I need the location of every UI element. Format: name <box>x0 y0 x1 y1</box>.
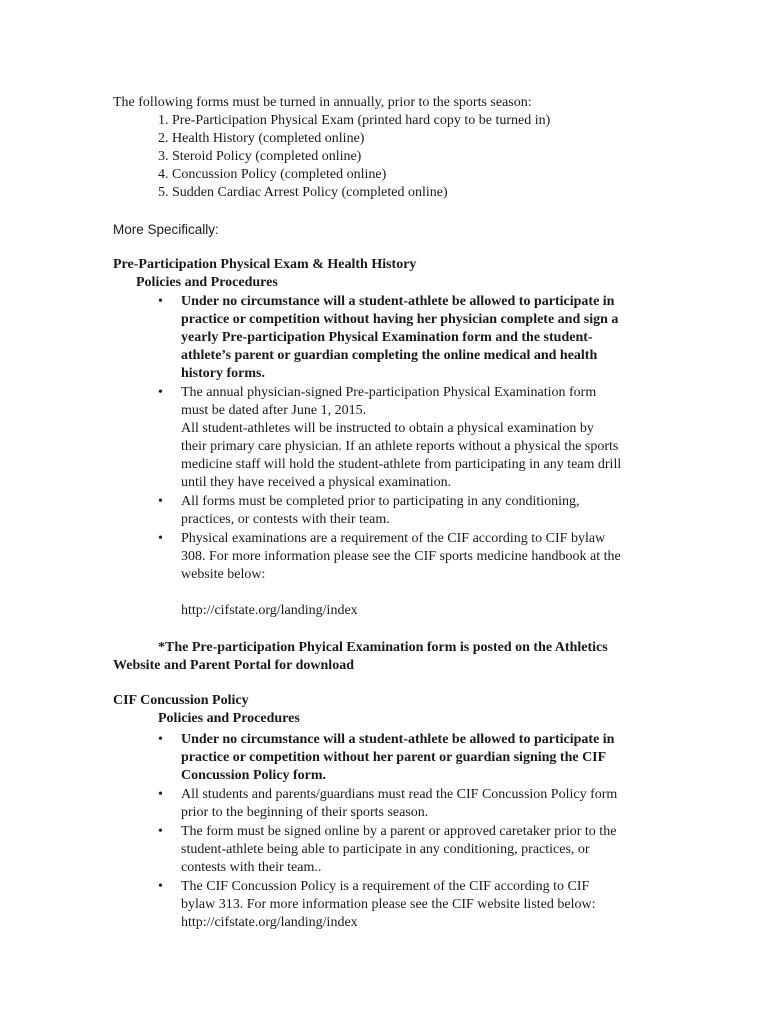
paragraph-line: Under no circumstance will a student-athlete be allowed to participate in <box>181 732 615 747</box>
form-list-item: 4. Concussion Policy (completed online) <box>158 167 387 182</box>
physical-section-subtitle: Policies and Procedures <box>136 275 278 290</box>
paragraph-line: athlete’s parent or guardian completing the online medical and health <box>181 348 598 363</box>
paragraph-line: practice or competition without having her physician complete and sign a <box>181 312 619 327</box>
paragraph-line: All students and parents/guardians must read the CIF Concussion Policy form <box>181 787 618 802</box>
bullet-icon: • <box>158 879 163 894</box>
paragraph-line: The CIF Concussion Policy is a requirement of the CIF according to CIF <box>181 879 590 894</box>
form-list-item: 3. Steroid Policy (completed online) <box>158 149 362 164</box>
paragraph-line: Physical examinations are a requirement of the CIF according to CIF bylaw <box>181 531 606 546</box>
paragraph-line: must be dated after June 1, 2015. <box>181 403 367 418</box>
paragraph-line: The annual physician-signed Pre-participation Physical Examination form <box>181 385 597 400</box>
bullet-icon: • <box>158 385 163 400</box>
form-list-item: 1. Pre-Participation Physical Exam (printed hard copy to be turned in) <box>158 113 551 128</box>
paragraph-line: website below: <box>181 567 266 582</box>
more-specifically-heading: More Specifically: <box>113 222 219 237</box>
paragraph-line: bylaw 313. For more information please see the CIF website listed below: <box>181 897 596 912</box>
paragraph-line: 308. For more information please see the CIF sports medicine handbook at the <box>181 549 621 564</box>
paragraph-line: history forms. <box>181 366 265 381</box>
bullet-icon: • <box>158 294 163 309</box>
paragraph-line: The form must be signed online by a parent or approved caretaker prior to the <box>181 824 617 839</box>
concussion-section-subtitle: Policies and Procedures <box>158 711 300 726</box>
cif-url-link[interactable]: http://cifstate.org/landing/index <box>181 915 358 930</box>
cif-url-link[interactable]: http://cifstate.org/landing/index <box>181 603 358 618</box>
paragraph-line: All student-athletes will be instructed to obtain a physical examination by <box>181 421 594 436</box>
physical-section-title: Pre-Participation Physical Exam & Health History <box>113 257 417 272</box>
paragraph-line: practices, or contests with their team. <box>181 512 390 527</box>
form-list-item: 2. Health History (completed online) <box>158 131 365 146</box>
paragraph-line: student-athlete being able to participate in any conditioning, practices, or <box>181 842 590 857</box>
bullet-icon: • <box>158 787 163 802</box>
paragraph-line: Under no circumstance will a student-athlete be allowed to participate in <box>181 294 615 309</box>
download-note: *The Pre-participation Phyical Examination form is posted on the Athletics <box>158 640 608 655</box>
intro-line: The following forms must be turned in annually, prior to the sports season: <box>113 95 532 110</box>
paragraph-line: yearly Pre-participation Physical Examination form and the student- <box>181 330 593 345</box>
bullet-icon: • <box>158 824 163 839</box>
paragraph-line: All forms must be completed prior to participating in any conditioning, <box>181 494 580 509</box>
paragraph-line: contests with their team.. <box>181 860 322 875</box>
bullet-icon: • <box>158 732 163 747</box>
paragraph-line: Concussion Policy form. <box>181 768 327 783</box>
paragraph-line: their primary care physician. If an athlete reports without a physical the sports <box>181 439 619 454</box>
paragraph-line: medicine staff will hold the student-athlete from participating in any team drill <box>181 457 622 472</box>
paragraph-line: practice or competition without her parent or guardian signing the CIF <box>181 750 607 765</box>
download-note: Website and Parent Portal for download <box>113 658 354 673</box>
form-list-item: 5. Sudden Cardiac Arrest Policy (completed online) <box>158 185 448 200</box>
paragraph-line: until they have received a physical examination. <box>181 475 452 490</box>
bullet-icon: • <box>158 531 163 546</box>
bullet-icon: • <box>158 494 163 509</box>
concussion-section-title: CIF Concussion Policy <box>113 693 249 708</box>
paragraph-line: prior to the beginning of their sports season. <box>181 805 429 820</box>
